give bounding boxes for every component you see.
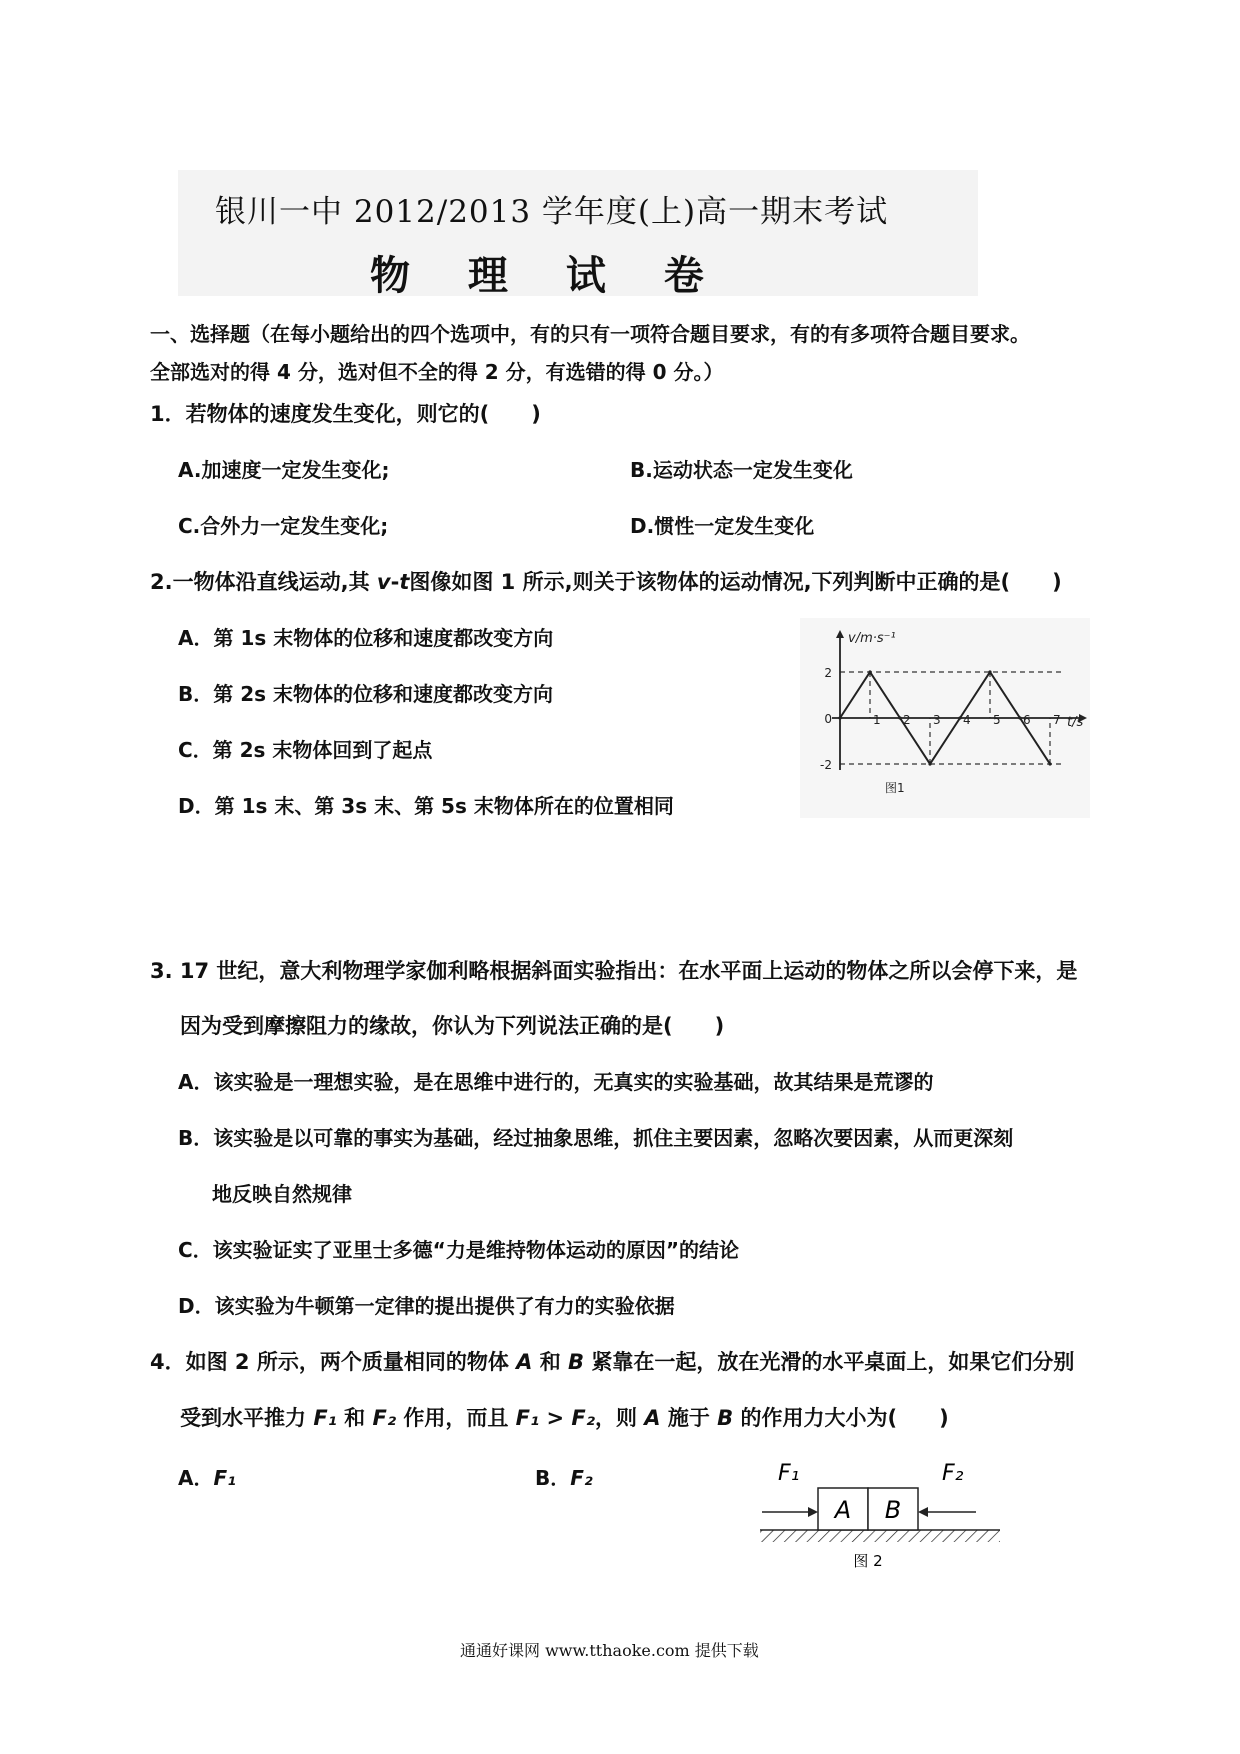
q2-stem-dash: -	[390, 570, 400, 594]
force-f1-arrowhead	[808, 1507, 818, 1517]
q4-l1-b: B	[568, 1350, 585, 1374]
figure1-x-tick-label: 5	[993, 713, 1001, 727]
q4-option-a-value: F₁	[213, 1466, 236, 1490]
figure1-data-point	[928, 762, 931, 765]
figure1-data-point	[898, 716, 901, 719]
q3-option-a: A．该实验是一理想实验，是在思维中进行的，无真实的实验基础，故其结果是荒谬的	[178, 1070, 934, 1094]
q4-option-b-value: F₂	[570, 1466, 593, 1490]
figure1-data-point	[988, 670, 991, 673]
section-instruction-line2: 全部选对的得 4 分，选对但不全的得 2 分，有选错的得 0 分。）	[150, 360, 724, 384]
q4-option-a	[178, 1462, 236, 1491]
subject-title: 物 理 试 卷	[370, 252, 726, 299]
figure1-y-label: v/m·s⁻¹	[848, 631, 896, 646]
q3-option-b-line1: B．该实验是以可靠的事实为基础，经过抽象思维，抓住主要因素，忽略次要因素，从而更深刻	[178, 1126, 1014, 1150]
q4-l2-a: A	[644, 1406, 661, 1430]
figure1-x-tick-label: 1	[873, 713, 881, 727]
q4-l2-pre: 受到水平推力	[180, 1406, 314, 1430]
q2-option-d: D．第 1s 末、第 3s 末、第 5s 末物体所在的位置相同	[178, 794, 674, 818]
q4-l1-a: A	[516, 1350, 533, 1374]
q4-option-a-label: A．	[178, 1466, 214, 1490]
q4-l2-mid: 作用，而且	[396, 1406, 516, 1430]
q3-stem-line1: 3. 17 世纪，意大利物理学家伽利略根据斜面实验指出：在水平面上运动的物体之所以会停下来，是	[150, 959, 1078, 983]
force-f2-arrowhead	[918, 1507, 928, 1517]
figure1-x-tick-label: 6	[1023, 713, 1031, 727]
figure1-caption: 图1	[885, 781, 905, 795]
q3-option-d: D．该实验为牛顿第一定律的提出提供了有力的实验依据	[178, 1294, 675, 1318]
q4-l2-and: 和	[336, 1406, 373, 1430]
q2-option-a: A．第 1s 末物体的位移和速度都改变方向	[178, 626, 554, 650]
force-f1-label: F₁	[778, 1461, 800, 1486]
q2-stem	[150, 566, 1062, 596]
q4-l2-end: 的作用力大小为( )	[733, 1406, 949, 1430]
q2-option-c: C．第 2s 末物体回到了起点	[178, 738, 433, 762]
blocks-figure2	[750, 1440, 1010, 1570]
figure1-x-tick-label: 3	[933, 713, 941, 727]
section-instruction-line1: 一、选择题（在每小题给出的四个选项中，有的只有一项符合题目要求，有的有多项符合题目要求。	[150, 322, 1030, 346]
figure1-x-label: t/s	[1067, 715, 1084, 730]
q4-l2-f1b: F₁	[515, 1406, 540, 1430]
figure1-data-point	[958, 716, 961, 719]
q1-stem: 1．若物体的速度发生变化，则它的( )	[150, 402, 541, 426]
q2-stem-v: v	[376, 570, 391, 594]
q4-l2-b: B	[717, 1406, 734, 1430]
q4-l2-f2b: F₂	[571, 1406, 595, 1430]
q4-stem-line1	[150, 1346, 1074, 1376]
force-f2-label: F₂	[942, 1461, 964, 1486]
q3-stem-line2: 因为受到摩擦阻力的缘故，你认为下列说法正确的是( )	[180, 1014, 725, 1038]
q4-option-b	[535, 1462, 593, 1491]
figure1-data-point	[1018, 716, 1021, 719]
q2-stem-pre: 2.一物体沿直线运动,其	[150, 570, 377, 594]
q4-l2-f2: F₂	[372, 1406, 397, 1430]
vt-graph-figure1	[800, 618, 1090, 818]
figure1-data-point	[868, 670, 871, 673]
q4-l2-then: ，则	[594, 1406, 645, 1430]
figure2-caption: 图 2	[853, 1552, 883, 1570]
q1-option-d: D.惯性一定发生变化	[630, 514, 815, 538]
block-a-label: A	[834, 1496, 852, 1524]
q4-l2-apply: 施于	[660, 1406, 718, 1430]
q4-l1-and: 和	[532, 1350, 569, 1374]
q3-option-c: C．该实验证实了亚里士多德“力是维持物体运动的原因”的结论	[178, 1238, 739, 1262]
table-surface-hatch	[760, 1530, 1000, 1542]
q4-l2-gt: >	[539, 1406, 572, 1430]
footer-credit: 通通好课网 www.tthaoke.com 提供下载	[460, 1641, 759, 1660]
q2-stem-t: t	[399, 570, 410, 594]
q4-l1-post: 紧靠在一起，放在光滑的水平桌面上，如果它们分别	[584, 1350, 1075, 1374]
q1-option-b: B.运动状态一定发生变化	[630, 458, 853, 482]
figure1-y-tick-label: 2	[824, 666, 832, 680]
q2-stem-post: 图像如图 1 所示,则关于该物体的运动情况,下列判断中正确的是( )	[409, 570, 1062, 594]
figure1-x-tick-label: 7	[1053, 713, 1061, 727]
q4-l2-f1: F₁	[313, 1406, 337, 1430]
q1-option-a: A.加速度一定发生变化;	[178, 458, 390, 482]
school-title: 银川一中 2012/2013 学年度(上)高一期末考试	[215, 194, 889, 230]
figure1-y-tick-label: -2	[820, 758, 832, 772]
q4-stem-line2	[180, 1402, 949, 1432]
figure1-data-point	[838, 716, 841, 719]
block-b-label: B	[884, 1496, 902, 1524]
q1-option-c: C.合外力一定发生变化;	[178, 514, 389, 538]
figure1-x-tick-label: 2	[903, 713, 911, 727]
q4-l1-pre: 4．如图 2 所示，两个质量相同的物体	[150, 1350, 517, 1374]
q2-option-b: B．第 2s 末物体的位移和速度都改变方向	[178, 682, 553, 706]
q3-option-b-line2: 地反映自然规律	[212, 1182, 352, 1206]
figure1-y-tick-label: 0	[824, 712, 832, 726]
figure1-x-tick-label: 4	[963, 713, 971, 727]
q4-option-b-label: B．	[535, 1466, 571, 1490]
figure1-data-point	[1048, 762, 1051, 765]
